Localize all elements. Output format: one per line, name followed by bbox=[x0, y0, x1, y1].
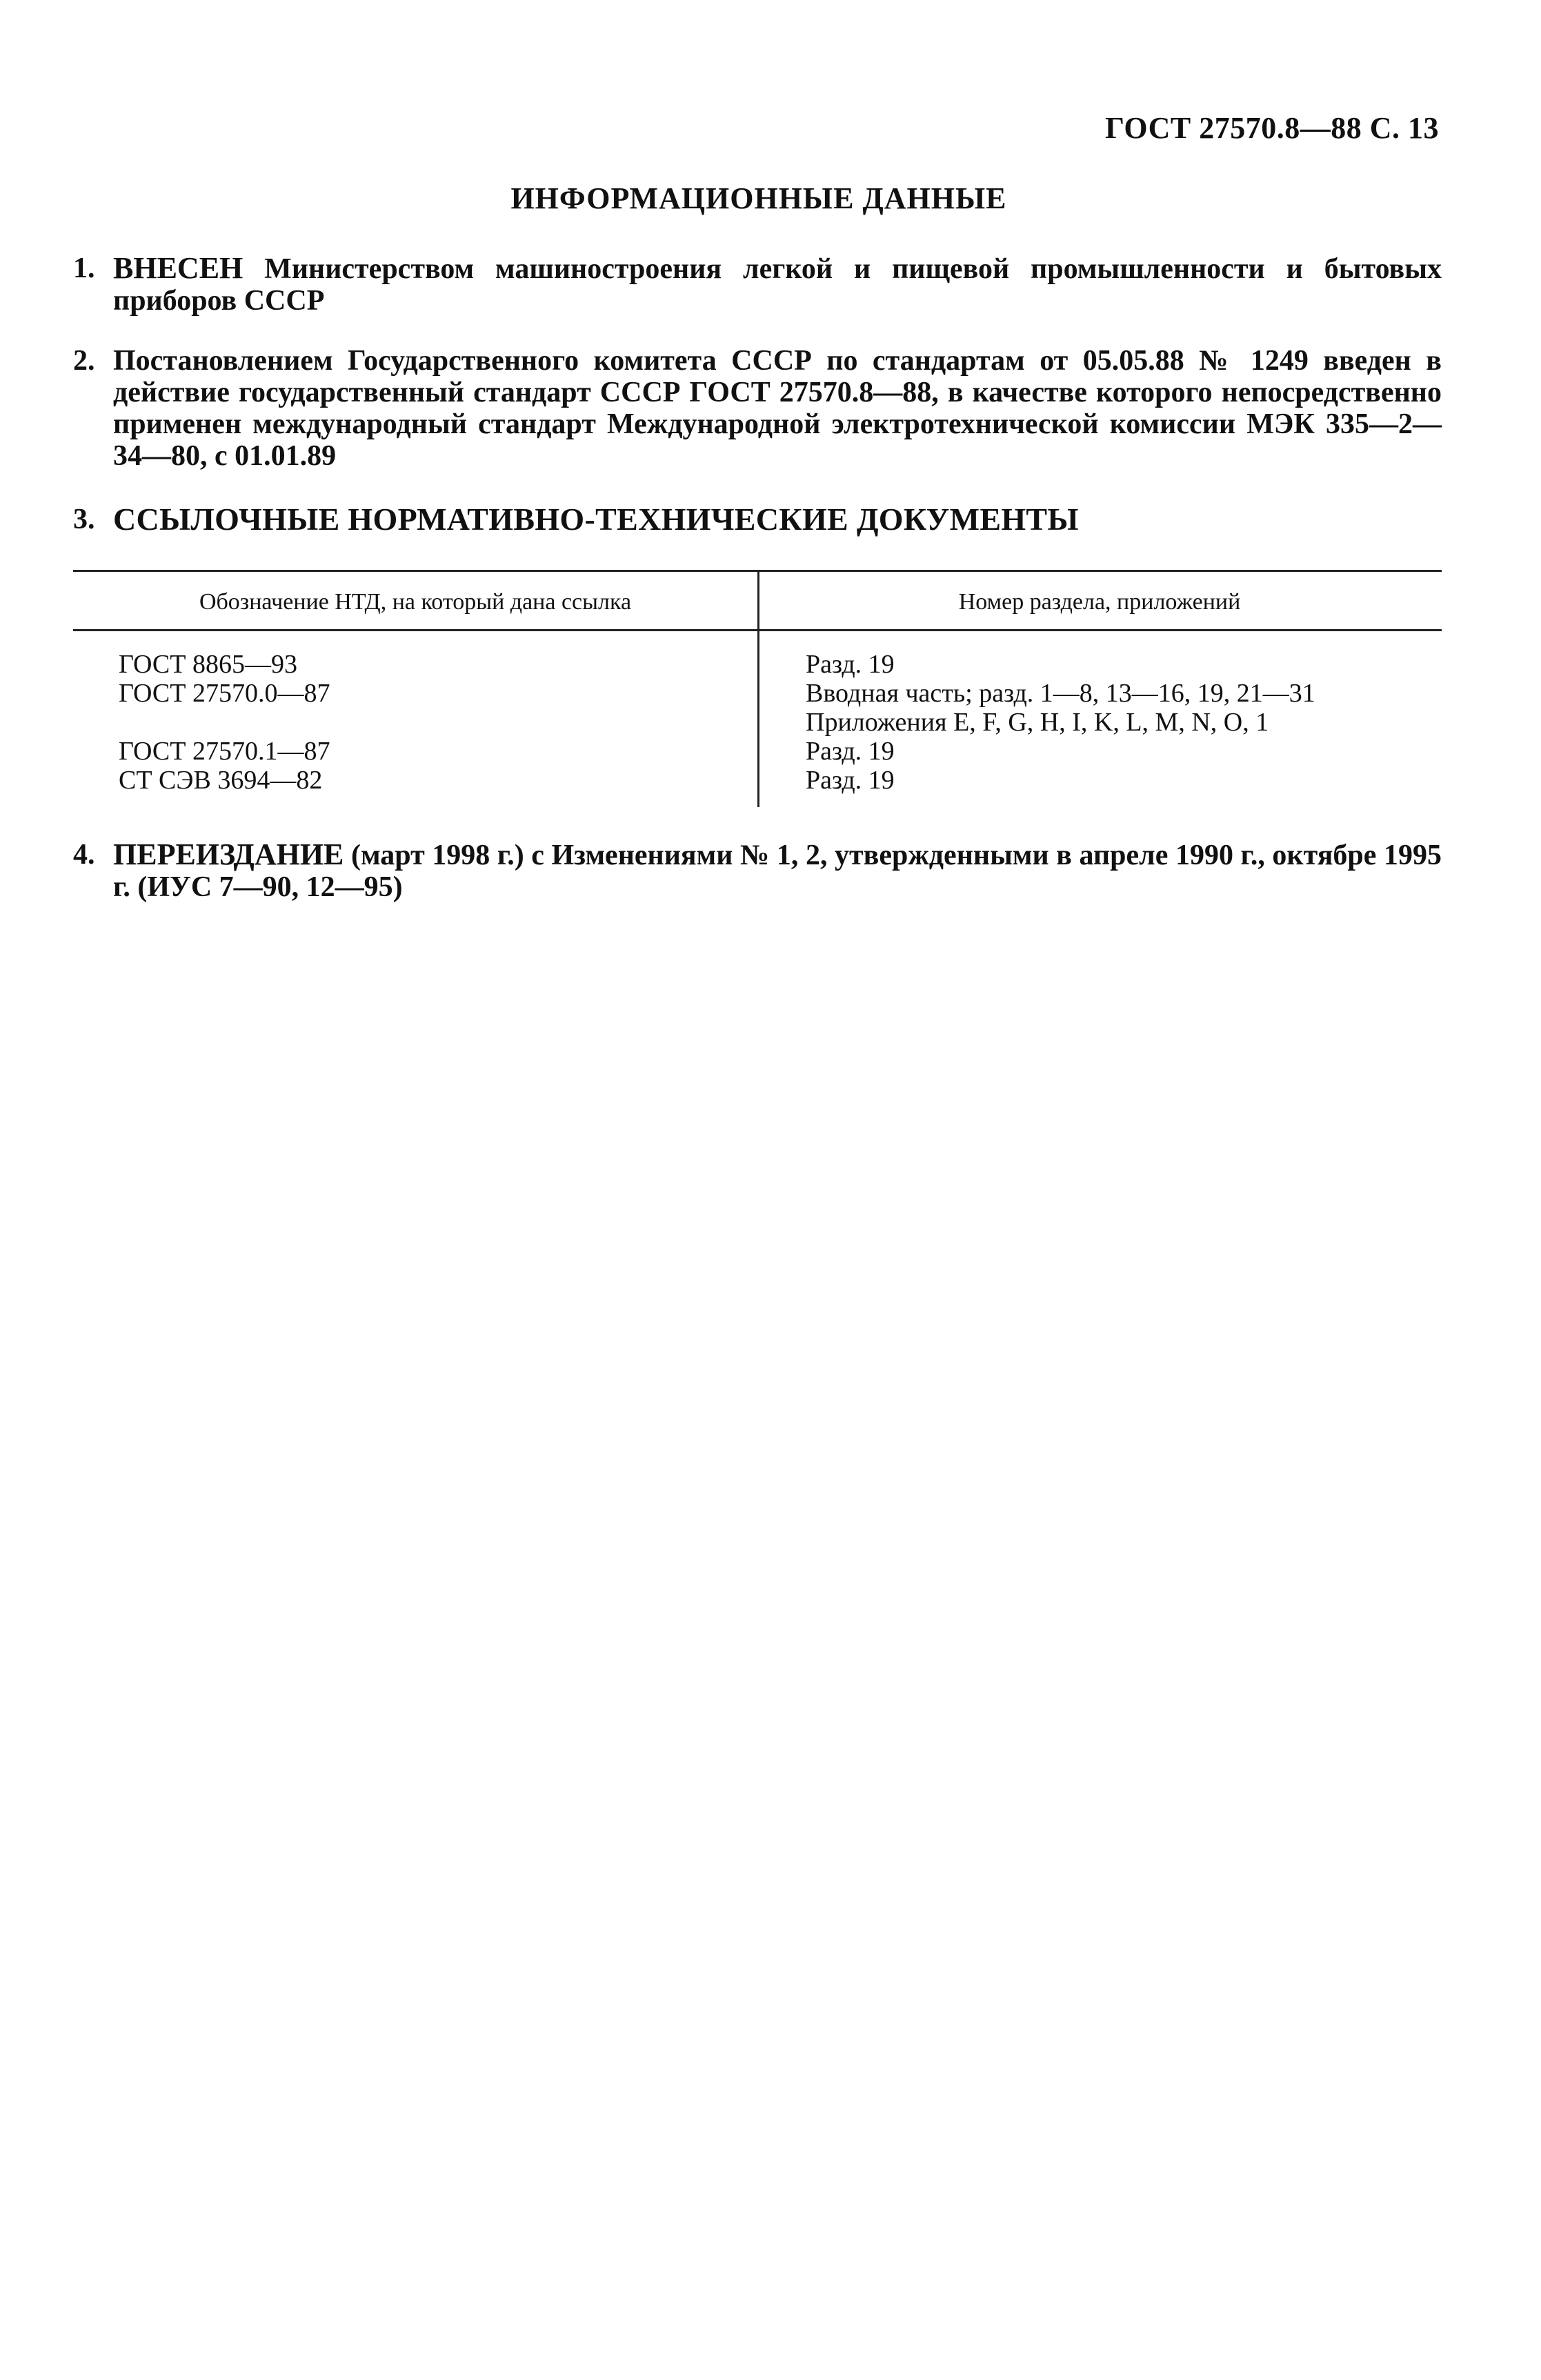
table-cell-sections: Разд. 19 bbox=[806, 650, 895, 679]
info-item-2 bbox=[73, 345, 1442, 472]
item-text: Министерством машиностроения легкой и пищевой промышленности и бытовых приборов СССР bbox=[113, 253, 1442, 317]
item-text: (март 1998 г.) с Изменениями № 1, 2, утвержденными в апреле 1990 г., октябре 1995 г. (ИУС 7—90, 12—95) bbox=[113, 840, 1442, 903]
table-header-sections: Номер раздела, приложений bbox=[958, 589, 1241, 615]
table-cell-sections-line: Приложения E, F, G, H, I, K, L, M, N, O, 1 bbox=[806, 708, 1269, 737]
table-cell-document: СТ СЭВ 3694—82 bbox=[119, 766, 323, 795]
page-title: ИНФОРМАЦИОННЫЕ ДАННЫЕ bbox=[510, 181, 1007, 215]
item-number: 3. bbox=[73, 504, 95, 535]
item-lead: ВНЕСЕН bbox=[113, 251, 243, 285]
running-header: ГОСТ 27570.8—88 С. 13 bbox=[1104, 111, 1439, 145]
info-item-4 bbox=[73, 839, 1442, 903]
item-heading: ССЫЛОЧНЫЕ НОРМАТИВНО-ТЕХНИЧЕСКИЕ ДОКУМЕНТЫ bbox=[113, 502, 1079, 537]
info-item-1 bbox=[73, 252, 1442, 317]
table-cell-sections: Разд. 19 bbox=[806, 766, 895, 795]
item-text: Постановлением Государственного комитета СССР по стандартам от 05.05.88 № 1249 введен в действие государственный стандарт СССР ГОСТ 27570.8—88, в качестве которого непосредственно применен международный стандарт Международной электротехнической комиссии МЭК 335—2—34—80, с 01.01.89 bbox=[113, 345, 1442, 472]
table-cell-sections bbox=[806, 679, 1315, 737]
table-row bbox=[73, 766, 1442, 795]
info-item-3 bbox=[73, 504, 1442, 535]
table-cell-document: ГОСТ 27570.1—87 bbox=[119, 737, 330, 766]
item-number: 2. bbox=[73, 345, 95, 377]
table-cell-sections-line: Вводная часть; разд. 1—8, 13—16, 19, 21—31 bbox=[806, 679, 1315, 708]
table-cell-document: ГОСТ 27570.0—87 bbox=[119, 679, 330, 708]
item-text-container bbox=[113, 252, 1442, 317]
item-text-container bbox=[113, 839, 1442, 903]
item-number: 1. bbox=[73, 252, 95, 284]
table-row bbox=[73, 650, 1442, 679]
item-lead: ПЕРЕИЗДАНИЕ bbox=[113, 837, 344, 871]
table-row bbox=[73, 679, 1442, 737]
table-header-document: Обозначение НТД, на который дана ссылка bbox=[199, 589, 632, 615]
table-cell-document: ГОСТ 8865—93 bbox=[119, 650, 297, 679]
item-number: 4. bbox=[73, 839, 95, 871]
table-cell-sections: Разд. 19 bbox=[806, 737, 895, 766]
table-body bbox=[73, 650, 1442, 795]
table-row bbox=[73, 737, 1442, 766]
